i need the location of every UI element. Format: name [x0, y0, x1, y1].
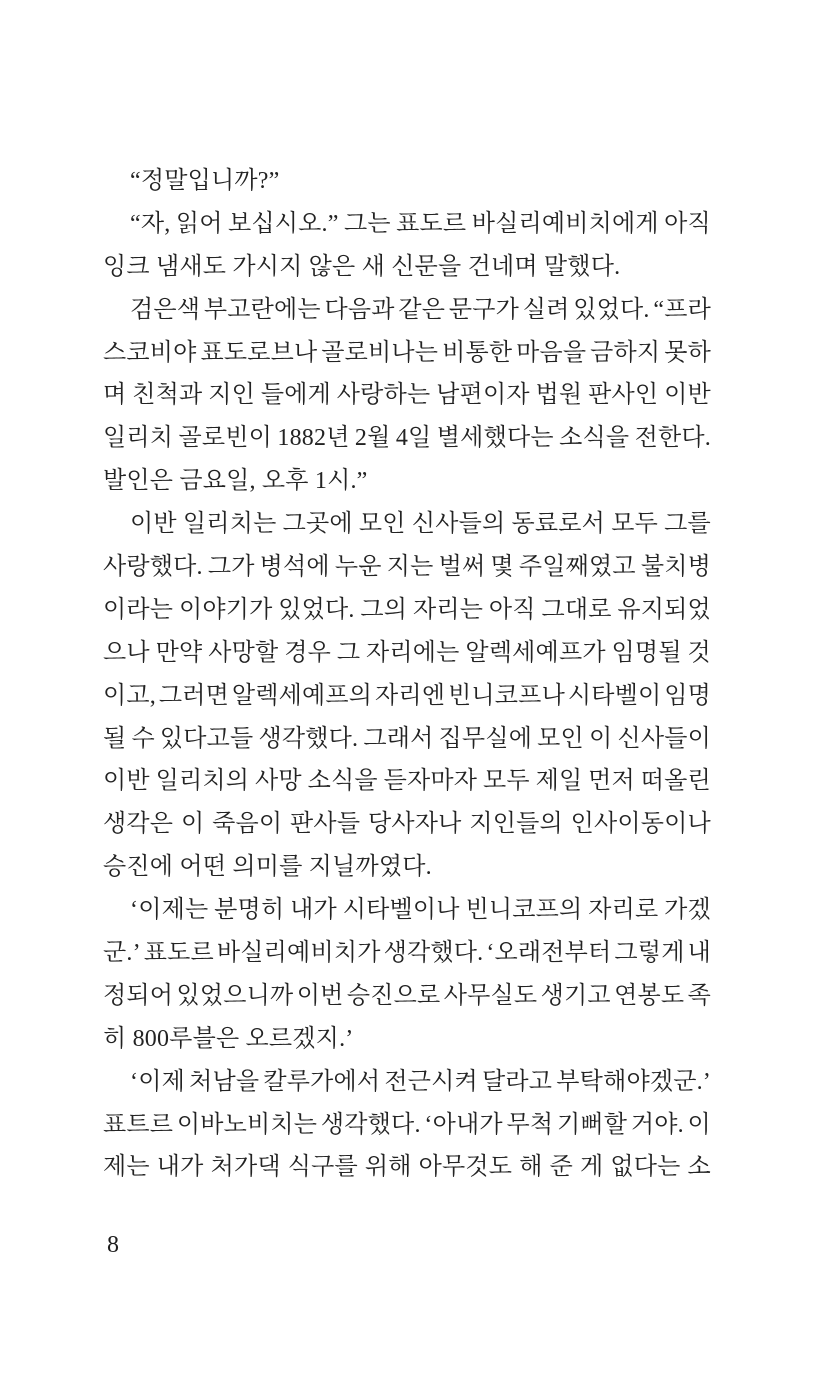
text-line: [103, 289, 711, 332]
text-word: 이고,: [103, 682, 156, 709]
text-word: ‘이제: [130, 1068, 185, 1095]
text-word: 가겠: [664, 897, 711, 924]
text-word: 그렇게: [614, 940, 685, 967]
text-word: 이: [180, 811, 205, 838]
text-word: 먼저: [588, 768, 635, 795]
text-word: 바실리예비치가: [216, 940, 381, 967]
text-word: 보십시오.”: [228, 210, 339, 237]
text-word: 생각했다.: [383, 940, 484, 967]
text-word: 전한다.: [634, 425, 711, 452]
text-line: “정말입니까?”: [130, 168, 280, 194]
text-word: 이라는: [103, 596, 174, 623]
text-word: 그곳에: [282, 511, 353, 538]
text-word: “자,: [130, 210, 171, 237]
text-word: 바실리예비치에게: [471, 210, 659, 237]
text-word: ‘아내가: [424, 1111, 503, 1138]
text-word: 생기고: [540, 982, 611, 1009]
text-line: 잉크 냄새도 가시지 않은 새 신문을 건네며 말했다.: [103, 253, 621, 280]
text-word: 별세했다는: [436, 425, 554, 452]
text-word: 그대로: [541, 596, 612, 623]
text-word: 집무실에: [438, 725, 533, 752]
text-word: 이반: [103, 768, 150, 795]
text-word: 스코비야: [103, 339, 197, 366]
text-word: 못하: [664, 339, 711, 366]
text-word: 일리치는: [182, 511, 277, 538]
text-word: 떠올린: [640, 768, 711, 795]
text-word: 사랑하는: [336, 382, 431, 409]
text-word: 부탁해야겠군.’: [556, 1068, 711, 1095]
text-word: 빈니코프나: [448, 682, 565, 709]
text-word: 해: [519, 1154, 543, 1181]
text-word: 알렉세예프의: [231, 682, 373, 709]
body-text: [103, 160, 711, 1189]
text-word: 자리로: [588, 897, 659, 924]
text-word: 될: [103, 725, 127, 752]
text-word: 아직: [488, 596, 536, 623]
text-word: 사망할: [208, 639, 279, 666]
text-word: 일리치: [103, 425, 174, 452]
text-word: 으나: [103, 639, 150, 666]
text-word: 모인: [537, 725, 584, 752]
text-word: ‘오래전부터: [486, 940, 612, 967]
text-word: 거야.: [630, 1111, 684, 1138]
text-word: 제는: [103, 1154, 150, 1181]
text-word: 부고란에는: [203, 296, 321, 323]
text-line: [103, 1061, 711, 1104]
text-word: 이번: [296, 982, 344, 1009]
text-line: [103, 589, 711, 632]
text-line: [103, 203, 711, 246]
text-line: [103, 932, 711, 975]
text-word: 판사들: [290, 811, 361, 838]
text-line: [103, 760, 711, 803]
text-word: 4일: [395, 425, 432, 452]
text-word: 있었다.: [573, 296, 650, 323]
text-word: 표도르: [143, 940, 214, 967]
text-word: 이: [687, 1111, 711, 1138]
text-word: 이반: [664, 382, 711, 409]
text-word: 같은: [398, 296, 446, 323]
text-line: [103, 975, 711, 1018]
text-line: [103, 503, 711, 546]
text-word: 임명: [664, 682, 711, 709]
text-word: 모두: [611, 511, 658, 538]
text-word: 들에게: [260, 382, 331, 409]
text-word: 지인들의: [469, 811, 563, 838]
text-line: 발인은 금요일, 오후 1시.”: [103, 468, 368, 495]
text-word: 이반: [130, 511, 177, 538]
text-word: 지인: [208, 382, 255, 409]
text-word: 사망: [254, 768, 302, 795]
text-word: 골로비나는: [321, 339, 439, 366]
text-line: [103, 1104, 711, 1147]
text-word: 정되어: [103, 982, 174, 1009]
text-word: 군.’: [103, 940, 141, 967]
text-word: 그래서: [363, 725, 434, 752]
text-word: 몇: [490, 554, 514, 581]
text-word: 유지되었: [617, 596, 711, 623]
text-word: 실려: [522, 296, 570, 323]
text-word: 주일째였고: [518, 554, 636, 581]
text-line: [103, 417, 711, 460]
text-word: 칼루가에서: [263, 1068, 381, 1095]
text-word: 사랑했다.: [103, 554, 203, 581]
text-word: 내: [687, 940, 711, 967]
text-word: 경우: [284, 639, 331, 666]
text-word: 제일: [535, 768, 583, 795]
text-word: 문구가: [448, 296, 520, 323]
text-word: 신사들의: [411, 511, 506, 538]
text-word: 그를: [664, 511, 711, 538]
text-word: 그: [336, 639, 361, 666]
text-word: 것: [687, 639, 711, 666]
text-word: 시타벨이: [567, 682, 662, 709]
text-word: 알렉세예프가: [465, 639, 606, 666]
text-word: 승진으로: [346, 982, 441, 1009]
text-word: 법원: [535, 382, 583, 409]
text-word: 위해: [364, 1154, 412, 1181]
text-word: 당사자나: [367, 811, 462, 838]
text-word: 누운: [334, 554, 382, 581]
text-word: 신사들이: [617, 725, 711, 752]
text-word: 1882년: [277, 425, 350, 452]
text-word: 있다고들: [159, 725, 254, 752]
text-word: 처가댁: [210, 1154, 281, 1181]
text-word: 소: [687, 1154, 711, 1181]
text-word: 소식을: [559, 425, 630, 452]
text-word: 빈니코프의: [465, 897, 583, 924]
text-word: 생각했다.: [258, 725, 359, 752]
text-word: 읽어: [175, 210, 223, 237]
text-word: 그의: [360, 596, 408, 623]
text-word: 판사인: [588, 382, 659, 409]
text-word: 일리치의: [155, 768, 250, 795]
text-word: 자리엔: [375, 682, 446, 709]
text-word: 듣자마자: [383, 768, 478, 795]
text-word: 불치병: [640, 554, 711, 581]
text-word: 지는: [386, 554, 434, 581]
text-line: [103, 675, 711, 718]
text-line: [103, 803, 711, 846]
text-word: 표도르: [396, 210, 467, 237]
text-word: 수: [131, 725, 155, 752]
text-word: 다음과: [324, 296, 395, 323]
text-word: 그가: [207, 554, 255, 581]
text-word: 죽음이: [212, 811, 283, 838]
text-word: 있었다.: [278, 596, 355, 623]
text-word: 시타벨이나: [342, 897, 460, 924]
text-word: 달라고: [482, 1068, 553, 1095]
text-line: 승진에 어떤 의미를 지닐까였다.: [103, 854, 432, 881]
text-word: 임명될: [611, 639, 682, 666]
text-word: 사무실도: [443, 982, 538, 1009]
text-line: [103, 546, 711, 589]
text-word: 병석에: [259, 554, 330, 581]
text-line: [103, 889, 711, 932]
text-word: 마음을: [516, 339, 587, 366]
text-word: 검은색: [130, 296, 201, 323]
text-word: 생각은: [103, 811, 174, 838]
text-word: 골로빈이: [178, 425, 273, 452]
text-word: 금하지: [590, 339, 661, 366]
text-word: 연봉도: [614, 982, 685, 1009]
text-word: 내가: [290, 897, 337, 924]
text-line: [103, 374, 711, 417]
text-word: 비통한: [442, 339, 513, 366]
page-number: 8: [107, 1232, 119, 1258]
text-word: 무척: [506, 1111, 554, 1138]
text-word: 만약: [155, 639, 203, 666]
text-word: ‘이제는: [130, 897, 209, 924]
text-word: 그러면: [158, 682, 229, 709]
text-word: 식구를: [287, 1154, 358, 1181]
text-word: 인사이동이나: [570, 811, 711, 838]
text-word: 모인: [358, 511, 406, 538]
text-word: 게: [579, 1154, 604, 1181]
text-word: 표트르: [103, 1111, 174, 1138]
text-word: 이: [589, 725, 613, 752]
text-word: 2월: [354, 425, 391, 452]
text-word: 없다는: [610, 1154, 681, 1181]
text-word: 이바노비치는: [176, 1111, 318, 1138]
text-line: [103, 718, 711, 761]
text-word: 있었으니까: [176, 982, 294, 1009]
text-word: 동료로서: [511, 511, 606, 538]
text-word: 친척과: [132, 382, 203, 409]
text-line: [103, 332, 711, 375]
text-word: 족: [687, 982, 711, 1009]
text-word: 준: [549, 1154, 573, 1181]
text-word: 며: [103, 382, 127, 409]
text-word: 아무것도: [418, 1154, 513, 1181]
text-word: 기뻐할: [556, 1111, 628, 1138]
text-word: “프라: [653, 296, 711, 323]
text-word: 자리는: [412, 596, 484, 623]
text-word: 그는: [343, 210, 391, 237]
text-word: 이야기가: [178, 596, 273, 623]
text-line: [103, 632, 711, 675]
text-line: 히 800루블은 오르겠지.’: [103, 1025, 354, 1052]
text-word: 처남을: [189, 1068, 260, 1095]
text-line: [103, 1146, 711, 1189]
text-word: 자리에는: [366, 639, 460, 666]
text-word: 전근시켜: [384, 1068, 478, 1095]
text-word: 분명히: [214, 897, 285, 924]
text-word: 벌써: [438, 554, 486, 581]
text-word: 남편이자: [436, 382, 530, 409]
text-word: 생각했다.: [320, 1111, 421, 1138]
text-word: 아직: [664, 210, 711, 237]
text-word: 표도로브나: [200, 339, 318, 366]
text-word: 모두: [482, 768, 530, 795]
text-word: 소식을: [307, 768, 378, 795]
text-word: 내가: [156, 1154, 204, 1181]
